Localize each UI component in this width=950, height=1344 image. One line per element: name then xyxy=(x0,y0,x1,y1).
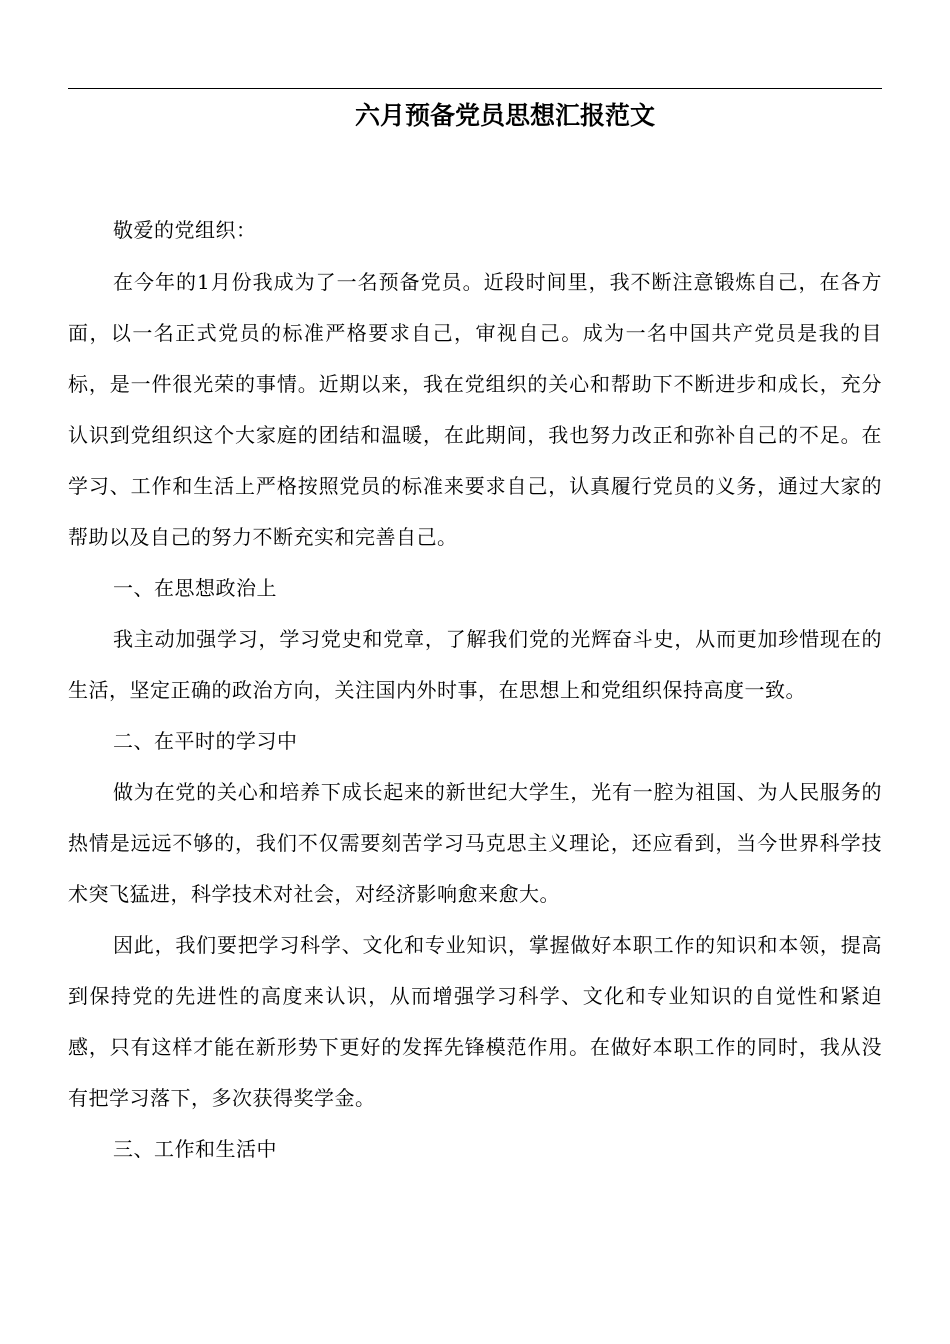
section-2-paragraph-1: 做为在党的关心和培养下成长起来的新世纪大学生，光有一腔为祖国、为人民服务的热情是远远不够的，我们不仅需要刻苦学习马克思主义理论，还应看到，当今世界科学技术突飞猛进，科学技术对社会，对经济影响愈来愈大。 xyxy=(68,780,882,906)
salutation: 敬爱的党组织： xyxy=(113,218,257,242)
section-2-paragraph-2: 因此，我们要把学习科学、文化和专业知识，掌握做好本职工作的知识和本领，提高到保持党的先进性的高度来认识，从而增强学习科学、文化和专业知识的自觉性和紧迫感，只有这样才能在新形势下更好的发挥先锋模范作用。在做好本职工作的同时，我从没有把学习落下，多次获得奖学金。 xyxy=(68,933,882,1110)
document-body xyxy=(68,205,882,1175)
section-heading-1: 一、在思想政治上 xyxy=(113,576,277,600)
header-rule xyxy=(68,88,882,89)
section-heading-2: 二、在平时的学习中 xyxy=(113,729,298,753)
document-title: 六月预备党员思想汇报范文 xyxy=(354,101,655,130)
intro-paragraph: 在今年的1月份我成为了一名预备党员。近段时间里，我不断注意锻炼自己，在各方面，以一名正式党员的标准严格要求自己，审视自己。成为一名中国共产党员是我的目标，是一件很光荣的事情。近期以来，我在党组织的关心和帮助下不断进步和成长，充分认识到党组织这个大家庭的团结和温暖，在此期间，我也努力改正和弥补自己的不足。在学习、工作和生活上严格按照党员的标准来要求自己，认真履行党员的义务，通过大家的帮助以及自己的努力不断充实和完善自己。 xyxy=(68,270,882,549)
section-heading-3: 三、工作和生活中 xyxy=(113,1137,277,1161)
section-1-paragraph: 我主动加强学习，学习党史和党章，了解我们党的光辉奋斗史，从而更加珍惜现在的生活，坚定正确的政治方向，关注国内外时事，在思想上和党组织保持高度一致。 xyxy=(68,627,882,702)
